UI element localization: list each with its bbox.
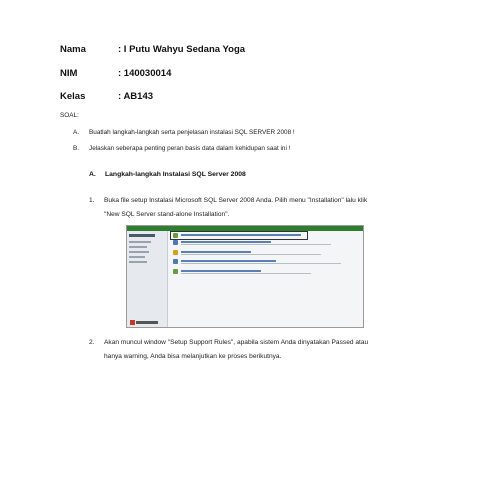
section-a-letter: A.: [89, 171, 96, 178]
step-1-line-2: "New SQL Server stand-alone Installation".: [104, 211, 230, 218]
kelas-value: : AB143: [118, 91, 154, 102]
install-option-icon: [173, 240, 178, 245]
step-1-number: 1.: [89, 197, 95, 204]
screenshot-nav-item: [129, 241, 151, 243]
install-option-icon: [173, 250, 178, 255]
install-option-icon: [173, 259, 178, 264]
install-option-desc: [181, 263, 341, 264]
install-option-icon: [173, 269, 178, 274]
soal-title: SOAL:: [60, 112, 79, 119]
nim-value: : 140030014: [118, 68, 172, 79]
nim-label: NIM: [60, 68, 78, 79]
soal-item-a-letter: A.: [73, 129, 80, 136]
install-option-desc: [181, 273, 311, 274]
installation-screenshot: [126, 225, 364, 328]
soal-item-b-text: Jelaskan seberapa penting peran basis data dalam kehidupan saat ini !: [89, 145, 291, 152]
nama-label: Nama: [60, 44, 86, 55]
step-2-number: 2.: [89, 339, 95, 346]
install-option-line: [181, 234, 301, 236]
section-a-heading: Langkah-langkah Instalasi SQL Server 2008: [105, 171, 246, 178]
soal-item-a-text: Buatlah langkah-langkah serta penjelasan instalasi SQL SERVER 2008 !: [89, 129, 295, 136]
step-2-line-1: Akan muncul window "Setup Support Rules", apabila sistem Anda dinyatakan Passed atau: [104, 339, 369, 346]
soal-item-b-letter: B.: [73, 145, 80, 152]
step-1-line-1: Buka file setup Instalasi Microsoft SQL Server 2008 Anda. Pilih menu "Installation" lalu klik: [104, 197, 368, 204]
sql-server-logo: [130, 319, 160, 326]
install-option-line: [181, 270, 261, 272]
install-option-line: [181, 241, 271, 243]
step-2-line-2: hanya warning, Anda bisa melanjutkan ke proses berikutnya.: [104, 353, 282, 360]
install-option-icon: [173, 233, 178, 238]
nama-value: : I Putu Wahyu Sedana Yoga: [118, 44, 246, 55]
screenshot-nav-item: [129, 251, 149, 253]
screenshot-left-pane: [127, 231, 168, 328]
kelas-label: Kelas: [60, 91, 86, 102]
screenshot-nav-item: [129, 246, 147, 248]
screenshot-nav-item: [129, 261, 147, 263]
screenshot-nav-item: [129, 234, 155, 237]
install-option-line: [181, 251, 251, 253]
install-option-desc: [181, 254, 321, 255]
install-option-desc: [181, 244, 331, 245]
install-option-line: [181, 260, 276, 262]
screenshot-nav-item: [129, 256, 145, 258]
